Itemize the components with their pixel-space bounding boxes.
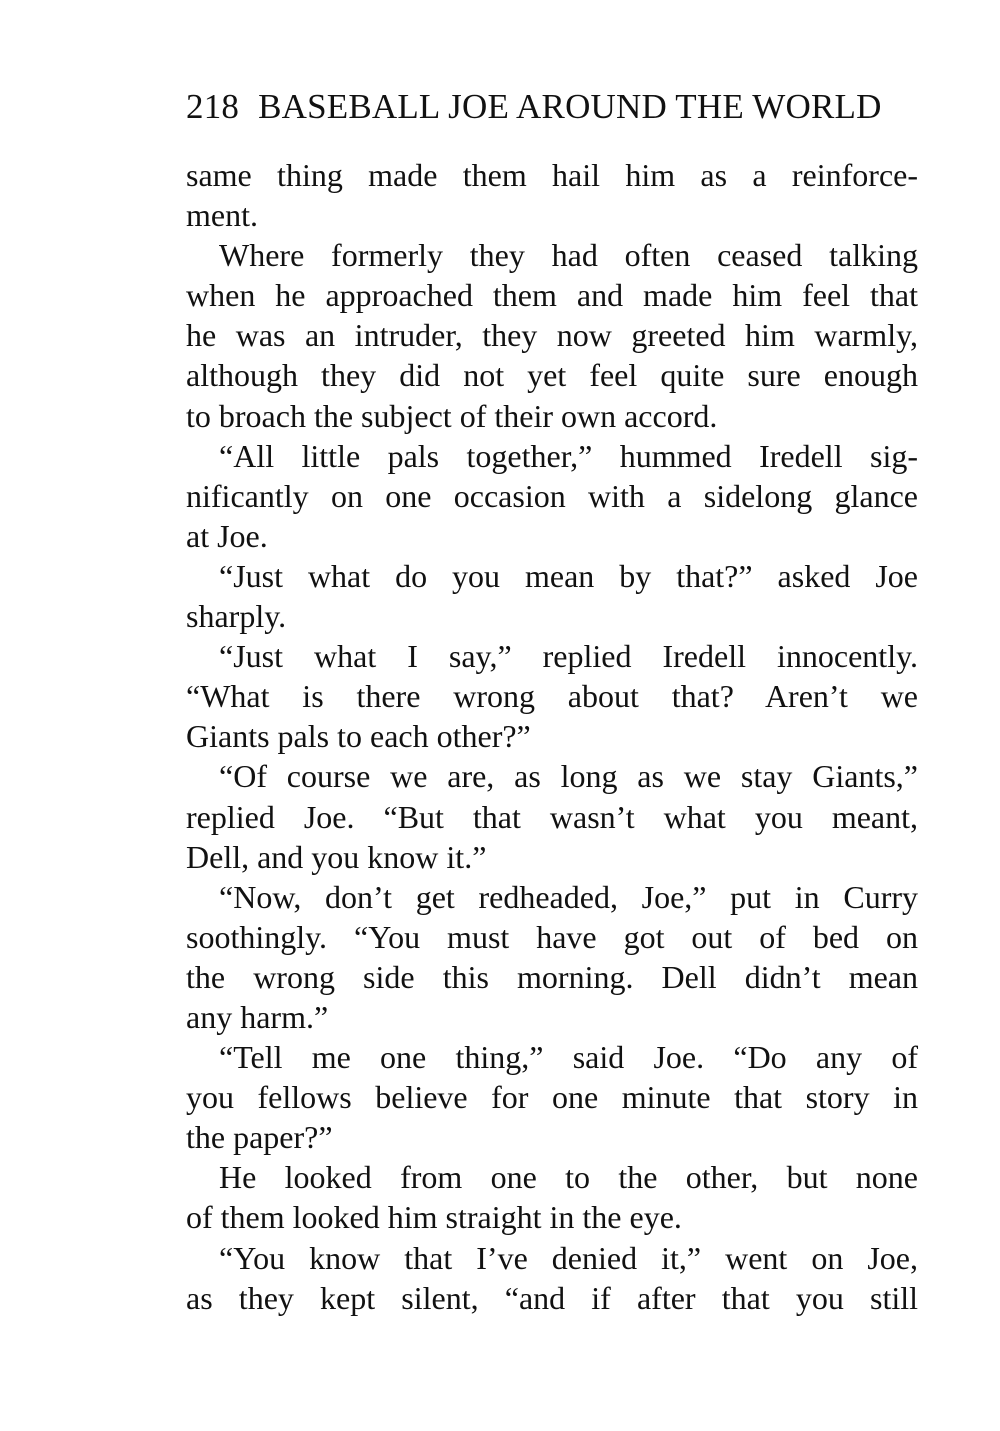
text-line: nificantly on one occasion with a sidelong glance — [186, 477, 918, 514]
text-line: “Now, don’t get redheaded, Joe,” put in Curry — [219, 878, 918, 915]
text-line: to broach the subject of their own accord. — [186, 397, 718, 434]
text-line: you fellows believe for one minute that story in — [186, 1079, 918, 1116]
text-line: sharply. — [186, 598, 287, 635]
text-line: Dell, and you know it.” — [186, 838, 487, 875]
text-line: same thing made them hail him as a reinforce- — [186, 157, 918, 193]
text-line: the wrong side this morning. Dell didn’t mean — [186, 958, 918, 995]
text-line: ment. — [186, 197, 258, 234]
text-line: “You know that I’ve denied it,” went on Joe, — [219, 1239, 918, 1276]
text-line: the paper?” — [186, 1119, 333, 1156]
body-text — [186, 155, 918, 1318]
running-head — [186, 84, 918, 130]
text-line: although they did not yet feel quite sure enough — [186, 357, 918, 394]
text-line: “What is there wrong about that? Aren’t we — [186, 678, 918, 715]
text-line: as they kept silent, “and if after that you still — [186, 1279, 918, 1316]
text-line: “Just what I say,” replied Iredell innocently. — [219, 638, 918, 675]
text-line: of them looked him straight in the eye. — [186, 1199, 682, 1236]
text-line: Where formerly they had often ceased talking — [219, 237, 918, 274]
text-line: when he approached them and made him feel that — [186, 277, 918, 314]
text-line: “Just what do you mean by that?” asked Joe — [219, 557, 918, 594]
page-number: 218 — [186, 87, 240, 126]
text-line: “All little pals together,” hummed Iredell sig- — [219, 437, 918, 474]
text-line: “Of course we are, as long as we stay Giants,” — [219, 758, 918, 795]
text-line: “Tell me one thing,” said Joe. “Do any of — [219, 1039, 918, 1076]
text-line: soothingly. “You must have got out of bed on — [186, 918, 918, 955]
text-line: any harm.” — [186, 998, 329, 1035]
text-line: replied Joe. “But that wasn’t what you meant, — [186, 798, 918, 835]
running-title: BASEBALL JOE AROUND THE WORLD — [258, 87, 882, 126]
text-line: he was an intruder, they now greeted him warmly, — [186, 317, 918, 354]
text-line: He looked from one to the other, but none — [219, 1159, 918, 1196]
text-line: Giants pals to each other?” — [186, 718, 531, 755]
text-line: at Joe. — [186, 517, 268, 554]
